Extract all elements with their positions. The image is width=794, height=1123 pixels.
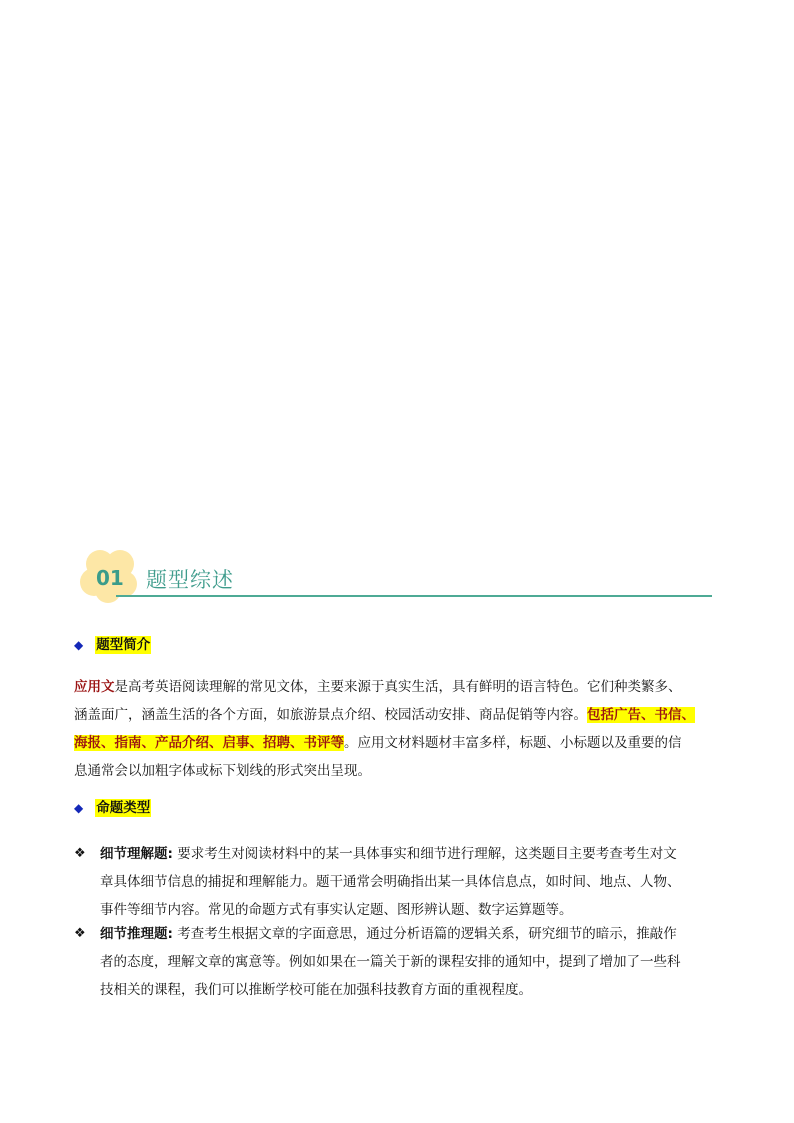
section-underline [116, 595, 712, 597]
intro-text: 息通常会以加粗字体或标下划线的形式突出呈现。 [74, 763, 371, 779]
bullet-line: 事件等细节内容。常见的命题方式有事实认定题、图形辨认题、数字运算题等。 [100, 902, 573, 918]
intro-term: 应用文 [74, 679, 115, 695]
section-title: 题型综述 [146, 568, 234, 592]
bullet-text: 要求考生对阅读材料中的某一具体事实和细节进行理解，这类题目主要考查考生对文 [172, 846, 677, 862]
diamond-bullet-icon: ◆ [74, 638, 84, 652]
bullet-term: 细节推理题: [100, 926, 173, 942]
intro-text: 。应用文材料题材丰富多样，标题、小标题以及重要的信 [344, 735, 682, 751]
bullet-line: 技相关的课程，我们可以推断学校可能在加强科技教育方面的重视程度。 [100, 982, 532, 998]
diamond-bullet-icon: ◆ [74, 801, 84, 815]
bullet-line: 者的态度，理解文章的寓意等。例如如果在一篇关于新的课程安排的通知中，提到了增加了一些科 [100, 954, 681, 970]
bullet-term: 细节理解题: [100, 846, 173, 862]
intro-highlight: 海报、指南、产品介绍、启事、招聘、书评等 [74, 735, 344, 751]
section-number: 01 [96, 566, 124, 590]
ornament-bullet-icon: ❖ [74, 926, 86, 941]
bullet-line [74, 920, 740, 948]
section-heading [80, 548, 712, 604]
bullet-line: 章具体细节信息的捕捉和理解能力。题干通常会明确指出某一具体信息点，如时间、地点、人物、 [100, 874, 681, 890]
subheading-types [74, 796, 151, 818]
list-item [74, 920, 740, 1004]
intro-highlight: 包括广告、书信、 [587, 707, 695, 723]
intro-line-4 [74, 757, 734, 785]
intro-line-2 [74, 701, 734, 729]
subheading-intro [74, 633, 151, 655]
intro-text: 涵盖面广，涵盖生活的各个方面，如旅游景点介绍、校园活动安排、商品促销等内容。 [74, 707, 587, 723]
bullet-line [74, 840, 740, 868]
intro-line-1 [74, 673, 734, 701]
intro-paragraph [74, 673, 734, 785]
ornament-bullet-icon: ❖ [74, 846, 86, 861]
bullet-text: 考查考生根据文章的字面意思，通过分析语篇的逻辑关系，研究细节的暗示，推敲作 [172, 926, 677, 942]
intro-text: 是高考英语阅读理解的常见文体，主要来源于真实生活，具有鲜明的语言特色。它们种类繁多、 [114, 679, 682, 695]
list-item [74, 840, 740, 924]
intro-line-3 [74, 729, 734, 757]
subheading-types-label: 命题类型 [96, 800, 151, 816]
subheading-intro-label: 题型简介 [96, 637, 151, 653]
